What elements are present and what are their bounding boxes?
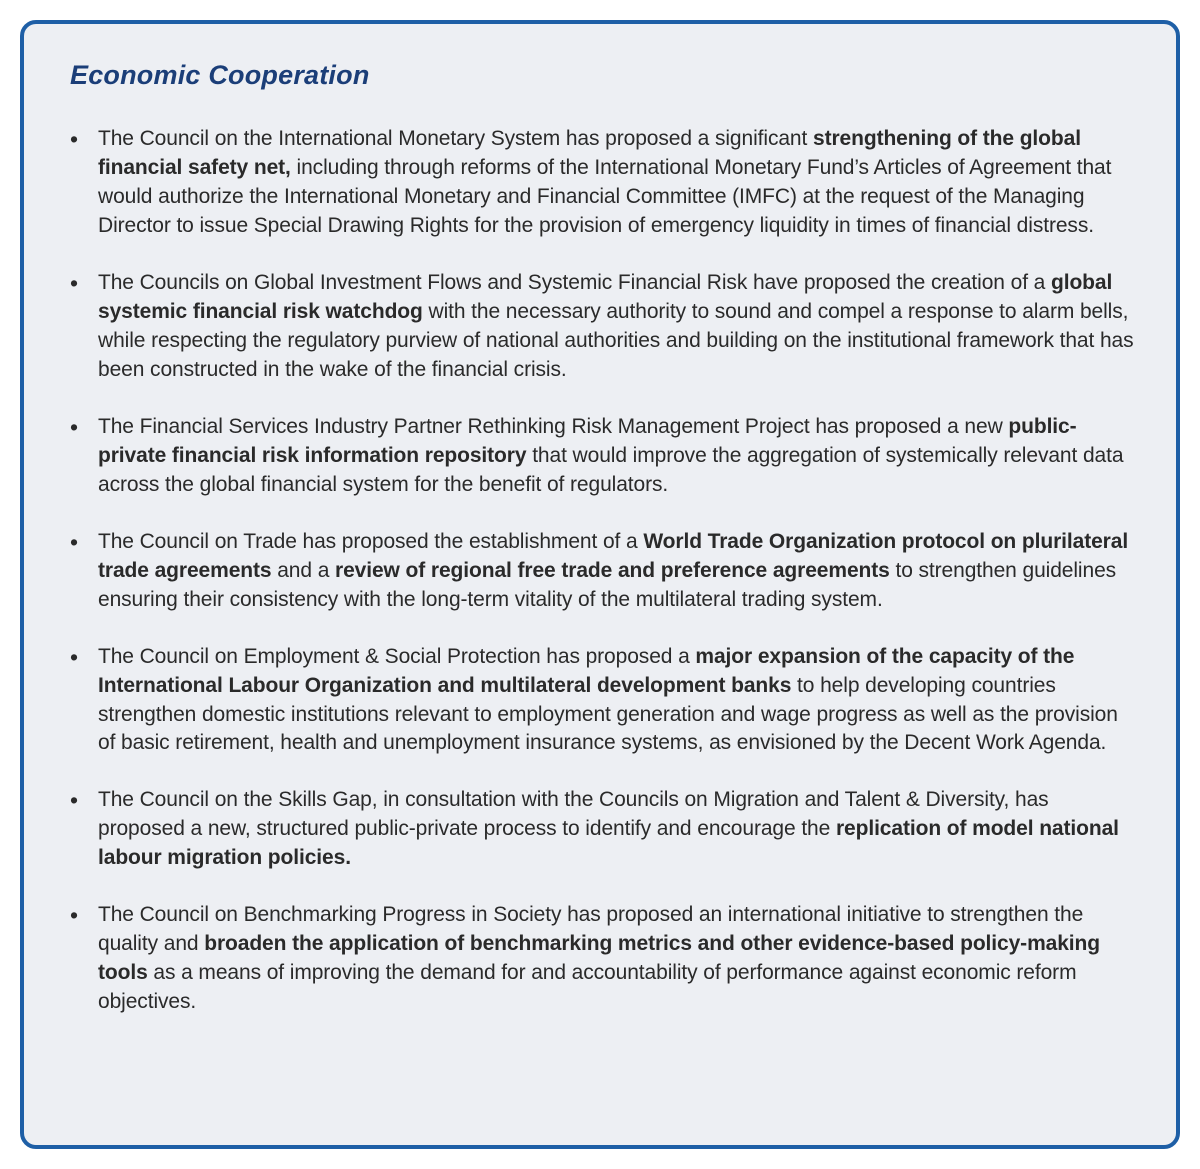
bold-text-segment: global systemic financial risk watchdog <box>98 270 1113 323</box>
bold-text-segment: strengthening of the global financial safety net, <box>98 127 1081 179</box>
bold-text-segment: major expansion of the capacity of the International Labour Organization and multilateral development banks <box>98 644 1075 697</box>
list-item <box>68 643 1134 759</box>
text-segment: The Council on Employment & Social Protection has proposed a <box>98 644 696 668</box>
text-segment: The Council on the International Monetary System has proposed a significant <box>98 127 813 150</box>
bold-text-segment: replication of model national labour migration policies. <box>98 817 1119 870</box>
text-segment: The Councils on Global Investment Flows and Systemic Financial Risk have proposed the creation of a <box>98 270 1051 294</box>
list-item <box>68 901 1134 1017</box>
text-segment: with the necessary authority to sound and compel a response to alarm bells, while respecting the regulatory purview of national authorities and building on the institutional framework that has been constructed in the wake of the financial crisis. <box>98 299 1134 381</box>
text-segment: including through reforms of the International Monetary Fund’s Articles of Agreement that would authorize the International Monetary and Financial Committee (IMFC) at the request of the Managing Director to issue Special Drawing Rights for the provision of emergency liquidity in times of financial distress. <box>98 155 1112 237</box>
bullet-list <box>68 125 1134 1017</box>
text-segment: The Financial Services Industry Partner Rethinking Risk Management Project has proposed a new <box>98 414 1009 438</box>
bold-text-segment: broaden the application of benchmarking metrics and other evidence-based policy-making tools <box>98 932 1100 985</box>
panel-title: Economic Cooperation <box>70 60 370 90</box>
list-item <box>68 269 1134 385</box>
text-segment: and a <box>271 558 336 582</box>
text-segment: The Council on the Skills Gap, in consultation with the Councils on Migration and Talent & Diversity, has proposed a new, structured public-private process to identify and encourage the <box>98 788 1049 841</box>
text-segment: to strengthen guidelines ensuring their consistency with the long-term vitality of the multilateral trading system. <box>98 558 1117 611</box>
economic-cooperation-panel <box>20 20 1180 1149</box>
list-item <box>68 125 1134 241</box>
list-item <box>68 528 1134 615</box>
text-segment: to help developing countries strengthen domestic institutions relevant to employment generation and wage progress as well as the provision of basic retirement, health and unemployment insurance systems, as envisioned by the Decent Work Agenda. <box>98 673 1118 755</box>
text-segment: The Council on Trade has proposed the establishment of a <box>98 529 644 553</box>
text-segment: The Council on Benchmarking Progress in Society has proposed an international initiative to strengthen the quality and <box>98 903 1084 956</box>
list-item <box>68 413 1134 500</box>
bold-text-segment: review of regional free trade and preference agreements <box>335 558 890 582</box>
bold-text-segment: public-private financial risk information repository <box>98 414 1077 467</box>
bold-text-segment: World Trade Organization protocol on plurilateral trade agreements <box>98 529 1129 582</box>
text-segment: as a means of improving the demand for and accountability of performance against economic reform objectives. <box>98 961 1077 1014</box>
text-segment: that would improve the aggregation of systemically relevant data across the global financial system for the benefit of regulators. <box>98 443 1124 496</box>
list-item <box>68 786 1134 873</box>
